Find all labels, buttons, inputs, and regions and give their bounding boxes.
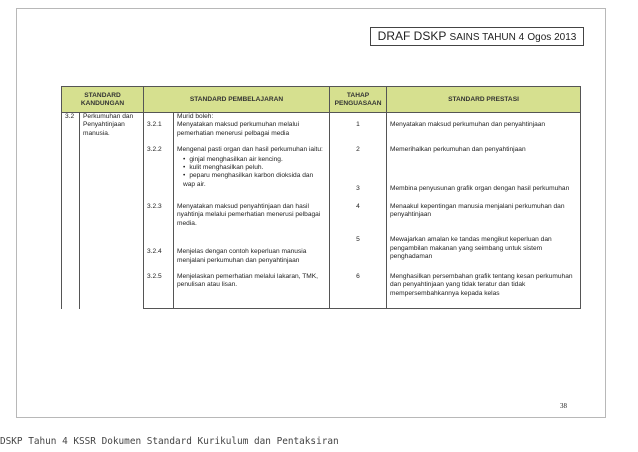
header-date: Ogos 2013 [527, 32, 577, 43]
header-standard-prestasi: STANDARD PRESTASI [387, 87, 581, 113]
learning-standard-cell [174, 138, 330, 193]
page-number: 38 [560, 402, 567, 410]
header-tahap-penguasaan: TAHAP PENGUASAAN [330, 87, 387, 113]
list-item: • kulit menghasilkan peluh. [183, 164, 326, 172]
performance-standard: Mewajarkan amalan ke tandas mengikut keperluan dan pengambilan makanan yang seimbang untuk sistem penghadaman [387, 228, 581, 265]
mastery-level: 1 [330, 121, 387, 138]
mastery-level: 6 [330, 265, 387, 309]
content-code: 3.2 [62, 113, 80, 309]
performance-standard-cell [387, 138, 581, 193]
learning-code: 3.2.5 [144, 265, 174, 309]
mastery-level: 5 [330, 228, 387, 265]
performance-standard: Memerihalkan perkumuhan dan penyahtinjaan [390, 146, 526, 154]
table-header-row [62, 87, 581, 113]
mastery-level: 4 [330, 193, 387, 228]
header-subject: SAINS TAHUN 4 [449, 32, 525, 43]
mastery-level: 2 [356, 146, 360, 154]
header-standard-pembelajaran: STANDARD PEMBELAJARAN [144, 87, 330, 113]
learning-code: 3.2.4 [144, 228, 174, 265]
learning-intro: Murid boleh: [174, 113, 330, 122]
performance-standard: Menaakul kepentingan manusia menjalani perkumuhan dan penyahtinjaan [387, 193, 581, 228]
learning-standard: Menjelas dengan contoh keperluan manusia menjalani perkumuhan dan penyahtinjaan [174, 228, 330, 265]
dskp-table [61, 86, 581, 309]
organ-list [183, 156, 326, 190]
mastery-level: 3 [356, 184, 360, 192]
learning-standard: Menyatakan maksud penyahtinjaan dan hasil nyahtinja melalui pemerhatian menerusi pelbagai media. [174, 193, 330, 228]
list-item: • peparu menghasilkan karbon dioksida dan wap air. [183, 172, 326, 189]
performance-standard: Menghasilkan persembahan grafik tentang kesan perkumuhan dan penyahtinjaan yang tidak teratur dan tidak mempersembahkannya kepada kelas [387, 265, 581, 309]
list-item: • ginjal menghasilkan air kencing. [183, 156, 326, 164]
table-row [62, 113, 581, 122]
header-standard-kandungan: STANDARD KANDUNGAN [62, 87, 144, 113]
performance-standard: Membina penyusunan grafik organ dengan hasil perkumuhan [390, 184, 570, 192]
learning-standard: Menjelaskan pemerhatian melalui lakaran, TMK, penulisan atau lisan. [174, 265, 330, 309]
learning-standard: Mengenal pasti organ dan hasil perkumuhan iaitu: [177, 146, 323, 154]
learning-code: 3.2.1 [144, 121, 174, 138]
document-header [370, 27, 584, 46]
learning-standard: Menyatakan maksud perkumuhan melalui pemerhatian menerusi pelbagai media [174, 121, 330, 138]
footer-text: DSKP Tahun 4 KSSR Dokumen Standard Kurikulum dan Pentaksiran [0, 436, 339, 447]
content-title: Perkumuhan dan Penyahtinjaan manusia. [80, 113, 144, 309]
learning-code: 3.2.3 [144, 193, 174, 228]
performance-standard: Menyatakan maksud perkumuhan dan penyahtinjaan [387, 121, 581, 138]
learning-code: 3.2.2 [144, 138, 174, 193]
mastery-level-cell [330, 138, 387, 193]
header-draf: DRAF DSKP [377, 29, 447, 43]
